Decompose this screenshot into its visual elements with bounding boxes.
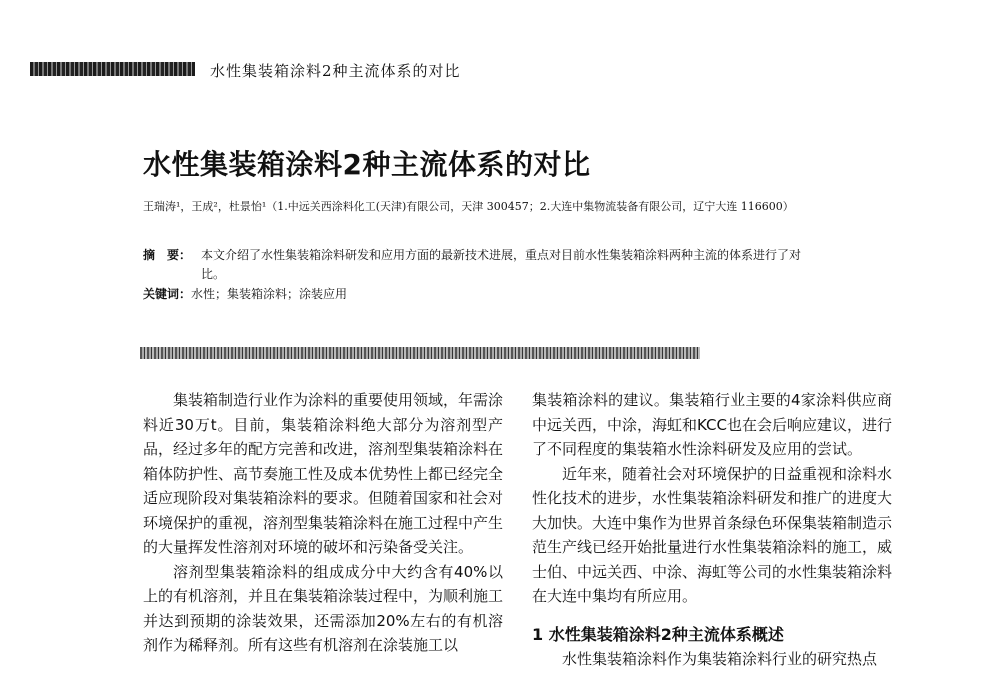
keywords-label: 关键词：: [143, 287, 192, 301]
abstract-label: 摘 要：: [143, 248, 192, 262]
body-column-right: [532, 388, 892, 671]
body-paragraph: 溶剂型集装箱涂料的组成成分中大约含有40%以上的有机溶剂，并且在集装箱涂装过程中，为顺利施工并达到预期的涂装效果，还需添加20%左右的有机溶剂作为稀释剂。所有这些有机溶剂在涂装施工以: [143, 562, 504, 654]
body-paragraph: 近年来，随着社会对环境保护的日益重视和涂料水性化技术的进步，水性集装箱涂料研发和推广的进度大大加快。大连中集作为世界首条绿色环保集装箱制造示范生产线已经开始批量进行水性集装箱涂料的施工，威士伯、中远关西、中涂、海虹等公司的水性集装箱涂料在大连中集均有所应用。: [532, 464, 893, 605]
body-paragraph: 集装箱涂料的建议。集装箱行业主要的4家涂料供应商中远关西，中涂，海虹和KCC也在会后响应建议，进行了不同程度的集装箱水性涂料研发及应用的尝试。: [532, 391, 892, 458]
keywords: [143, 285, 347, 304]
body-column-left: [143, 388, 503, 658]
running-title: 水性集装箱涂料2种主流体系的对比: [210, 62, 461, 80]
section-divider: [140, 347, 700, 359]
authors-affiliations: 王瑞涛¹，王成²，杜景怡¹（1.中远关西涂料化工(天津)有限公司，天津 300457；2.大连中集物流装备有限公司，辽宁大连 116600）: [143, 200, 794, 213]
header-decoration-bar: [30, 62, 195, 76]
body-paragraph: 集装箱制造行业作为涂料的重要使用领域，年需涂料近30万t。目前，集装箱涂料绝大部分为溶剂型产品，经过多年的配方完善和改进，溶剂型集装箱涂料在箱体防护性、高节奏施工性及成本优势性上都已经完全适应现阶段对集装箱涂料的要求。但随着国家和社会对环境保护的重视，溶剂型集装箱涂料在施工过程中产生的大量挥发性溶剂对环境的破坏和污染备受关注。: [143, 391, 504, 556]
section-heading: 1 水性集装箱涂料2种主流体系概述: [532, 624, 784, 644]
article-title: 水性集装箱涂料2种主流体系的对比: [143, 148, 591, 181]
abstract-text: 本文介绍了水性集装箱涂料研发和应用方面的最新技术进展，重点对目前水性集装箱涂料两种主流的体系进行了对比。: [201, 248, 802, 281]
abstract: [143, 246, 823, 284]
keywords-text: 水性；集装箱涂料；涂装应用: [191, 287, 348, 301]
body-paragraph: 水性集装箱涂料作为集装箱涂料行业的研究热点: [562, 649, 878, 668]
